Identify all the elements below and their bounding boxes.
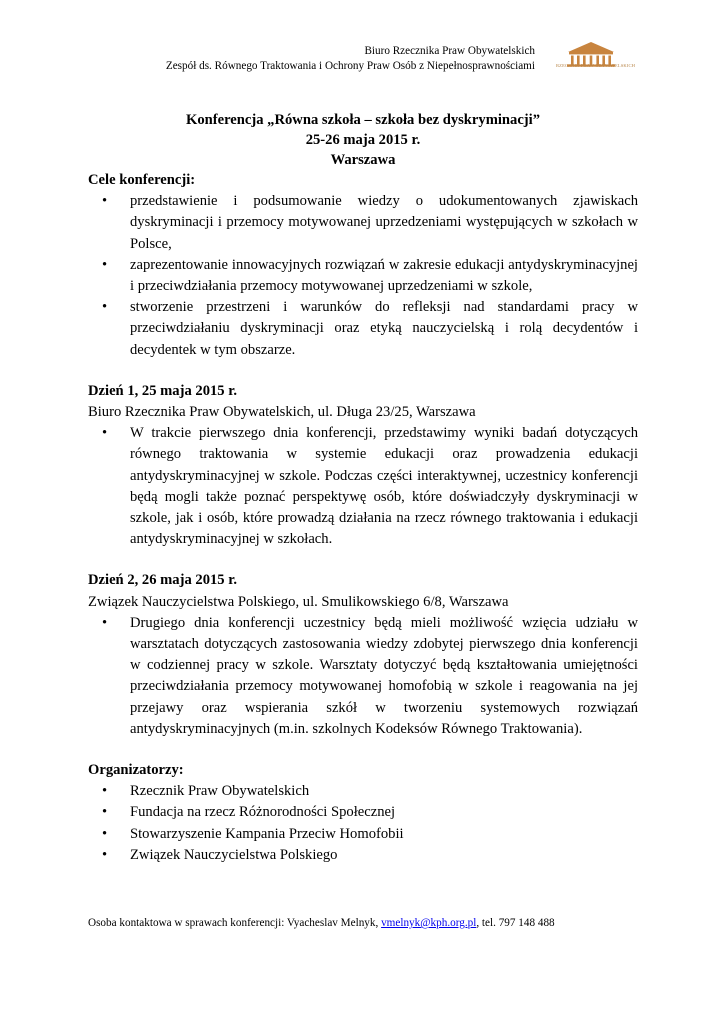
conference-title: Konferencja „Równa szkoła – szkoła bez dyskryminacji”: [185, 112, 541, 128]
header-org-line1: Biuro Rzecznika Praw Obywatelskich: [364, 45, 535, 57]
contact-footer: [88, 916, 648, 931]
list-item: • W trakcie pierwszego dnia konferencji, przedstawimy wyniki badań dotyczących równego traktowania w systemie edukacji oraz prowadzenia edukacji antydyskryminacyjnej w szkole. Podczas części interaktywnej, uczestnicy konferencji będą mogli także poznać perspektywę osób, które doświadczyły dyskryminacji w szkole, jak i osób, które prowadzą działania na rzecz równego traktowania i edukacji antydyskryminacyjnej w szkołach.: [88, 423, 638, 550]
list-item: • Drugiego dnia konferencji uczestnicy będą mieli możliwość wzięcia udziału w warsztatach dotyczących zastosowania wiedzy zdobytej pierwszego dnia konferencji w codziennej pracy w szkole. Warsztaty dotyczyć będą kształtowania umiejętności przeciwdziałania przemocy motywowanej homofobią w szkole i reagowania na jej przejawy oraz wspierania szkół w tworzeniu systemowych rozwiązań antydyskryminacyjnych (m.in. szkolnych Kodeksów Równego Traktowania).: [88, 613, 638, 740]
header-org-text: [166, 44, 535, 74]
goals-list: [88, 191, 638, 361]
conference-city: Warszawa: [330, 152, 396, 168]
list-item: • zaprezentowanie innowacyjnych rozwiązań w zakresie edukacji antydyskryminacyjnej i przeciwdziałania przemocy motywowanej uprzedzeniami w szkole,: [88, 255, 638, 297]
day1-heading: Dzień 1, 25 maja 2015 r.: [88, 382, 238, 399]
footer-prefix: Osoba kontaktowa w sprawach konferencji: Vyacheslav Melnyk,: [88, 917, 382, 929]
organizers-list: [88, 781, 638, 866]
list-item: • Związek Nauczycielstwa Polskiego: [88, 845, 638, 866]
document-body: [88, 170, 638, 866]
contact-email-link[interactable]: vmelnyk@kph.org.pl: [381, 917, 477, 929]
list-item: • Stowarzyszenie Kampania Przeciw Homofobii: [88, 824, 638, 845]
logo-caption: RZECZNIK PRAW OBYWATELSKICH: [556, 63, 636, 68]
header-org-line2: Zespół ds. Równego Traktowania i Ochrony Praw Osób z Niepełnosprawnościami: [165, 60, 535, 72]
list-item: • Rzecznik Praw Obywatelskich: [88, 781, 638, 802]
conference-dates: 25-26 maja 2015 r.: [305, 132, 421, 148]
day2-list: [88, 613, 638, 740]
rpo-logo-icon: [560, 40, 622, 78]
list-item: • Fundacja na rzecz Różnorodności Społecznej: [88, 802, 638, 823]
footer-suffix: , tel. 797 148 488: [476, 917, 555, 929]
organizers-heading: Organizatorzy:: [88, 762, 184, 779]
page-header: [0, 0, 725, 80]
day1-list: [88, 423, 638, 550]
day2-location: Związek Nauczycielstwa Polskiego, ul. Smulikowskiego 6/8, Warszawa: [88, 593, 509, 610]
list-item: • stworzenie przestrzeni i warunków do refleksji nad standardami pracy w przeciwdziałaniu dyskryminacji oraz etyką nauczycielską i rolą decydentów i decydentek w tym obszarze.: [88, 297, 638, 361]
goals-heading: Cele konferencji:: [88, 172, 196, 188]
day1-location: Biuro Rzecznika Praw Obywatelskich, ul. Długa 23/25, Warszawa: [88, 404, 476, 421]
day2-heading: Dzień 2, 26 maja 2015 r.: [88, 572, 238, 589]
list-item: • przedstawienie i podsumowanie wiedzy o udokumentowanych zjawiskach dyskryminacji i przemocy motywowanej uprzedzeniami występujących w szkołach w Polsce,: [88, 191, 638, 255]
